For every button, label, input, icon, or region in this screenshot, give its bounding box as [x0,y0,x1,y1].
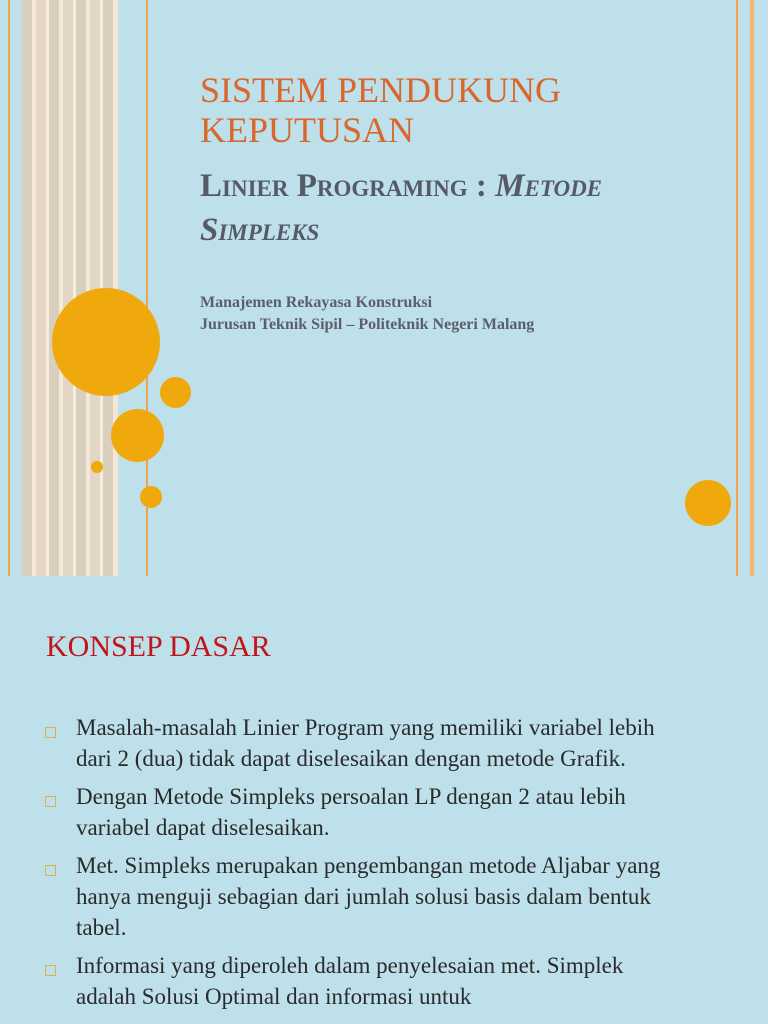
decorative-circle [111,409,164,462]
bullet-text: Dengan Metode Simpleks persoalan LP dengan 2 atau lebih variabel dapat diselesaikan. [76,784,626,840]
list-item [44,850,684,943]
subtitle-emphasis: Metode Simpleks [200,168,603,248]
decorative-stripe [750,0,754,576]
square-bullet-icon: □ [44,962,58,978]
square-bullet-icon: □ [44,724,58,740]
bullet-list [44,712,684,1019]
bullet-text: Informasi yang diperoleh dalam penyelesaian met. Simplek adalah Solusi Optimal dan informasi untuk [76,953,624,1009]
square-bullet-icon: □ [44,862,58,878]
decorative-stripe [8,0,10,576]
content-slide [0,576,768,1024]
affiliation-line: Jurusan Teknik Sipil – Politeknik Negeri Malang [200,316,535,333]
decorative-circle [52,288,160,396]
decorative-circle [91,461,103,473]
section-heading: KONSEP DASAR [46,630,271,663]
square-bullet-icon: □ [44,793,58,809]
list-item [44,950,684,1012]
bullet-text: Met. Simpleks merupakan pengembangan metode Aljabar yang hanya menguji sebagian dari jumlah solusi basis dalam bentuk tabel. [76,853,661,940]
slide-subtitle [200,164,720,252]
slide-title: SISTEM PENDUKUNG KEPUTUSAN [200,70,562,150]
subtitle-text: Linier Programing : [200,168,496,204]
list-item [44,781,684,843]
decorative-circle [685,480,731,526]
decorative-circle [140,486,162,508]
affiliation [200,292,720,336]
decorative-circle [160,377,191,408]
bullet-text: Masalah-masalah Linier Program yang memiliki variabel lebih dari 2 (dua) tidak dapat diselesaikan dengan metode Grafik. [76,715,655,771]
decorative-stripe [736,0,738,576]
list-item [44,712,684,774]
affiliation-line: Manajemen Rekayasa Konstruksi [200,294,433,311]
